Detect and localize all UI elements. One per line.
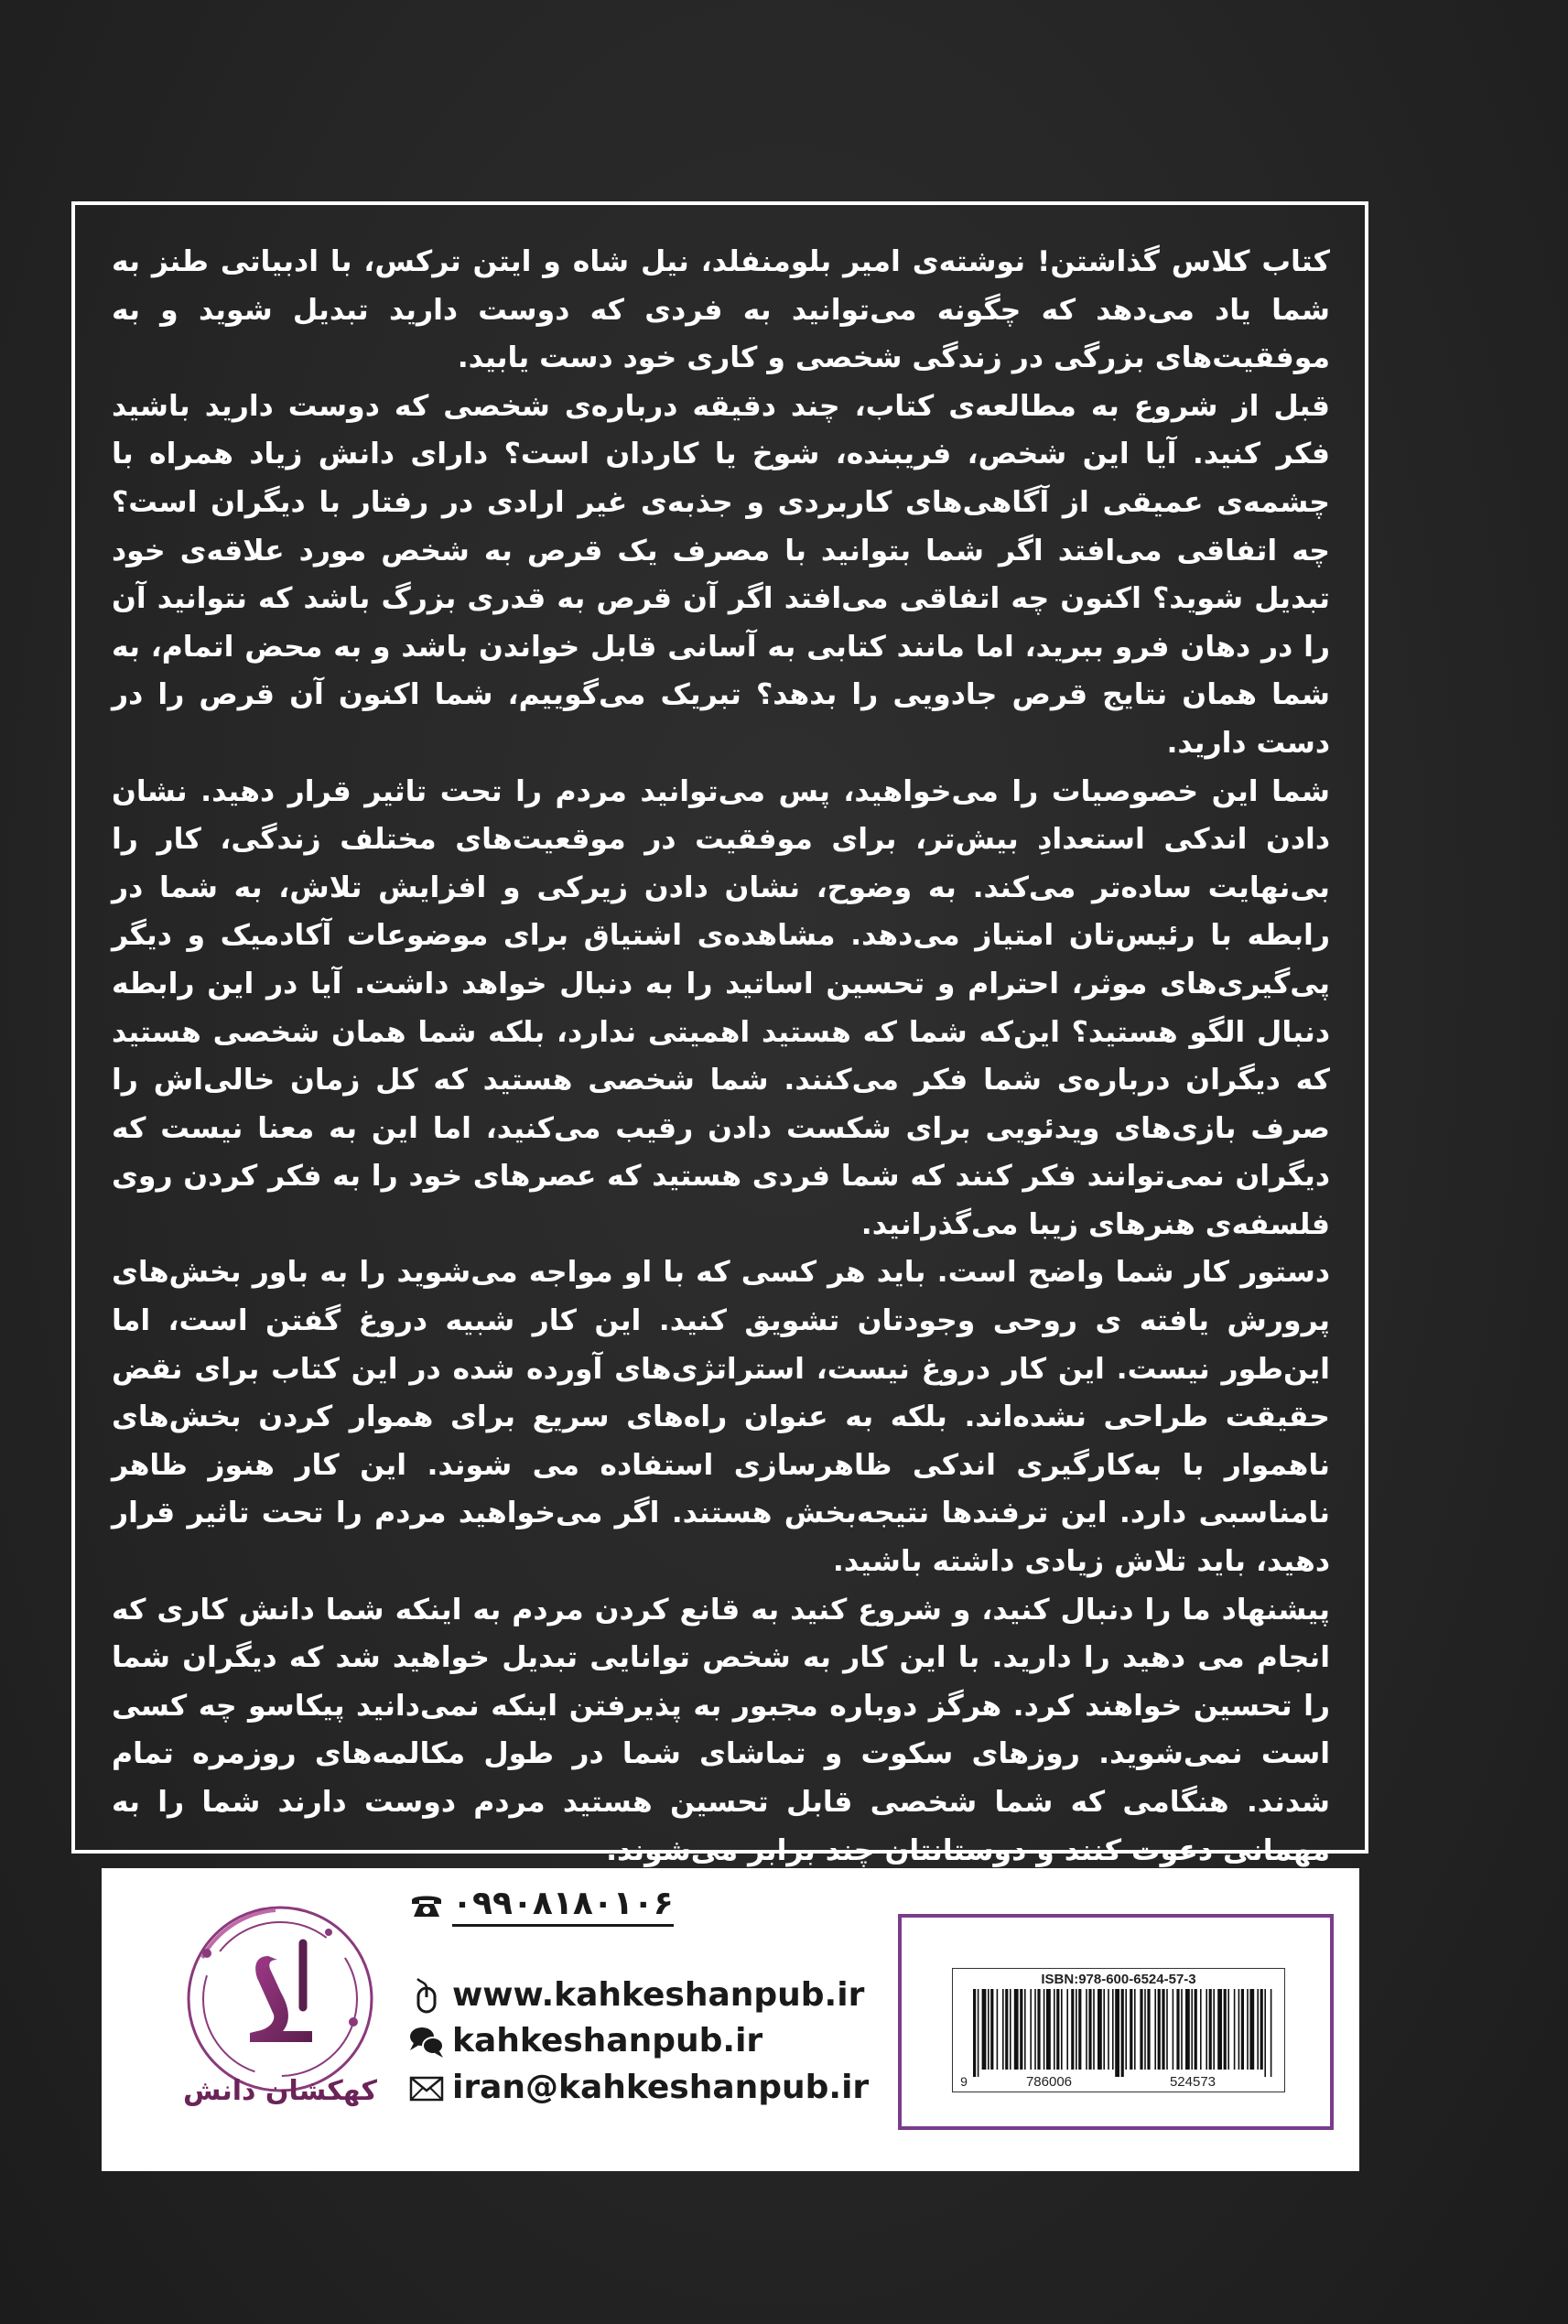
barcode-bar (1173, 1989, 1174, 2070)
barcode-bar (1200, 1989, 1202, 2070)
barcode-bar (1037, 1989, 1040, 2070)
barcode-bar (1271, 1989, 1272, 2077)
phone-number: ۰۹۹۰۸۱۸۰۱۰۶ (452, 1885, 674, 1927)
isbn-barcode (952, 1968, 1285, 2092)
barcode-bar (1227, 1989, 1229, 2070)
barcode-bar (1260, 1989, 1263, 2070)
barcode-bar (1093, 1989, 1095, 2070)
barcode-bars (973, 1989, 1271, 2077)
barcode-bar (1005, 1989, 1008, 2070)
barcode-graphic (953, 1969, 1284, 2092)
phone-contact (408, 1885, 674, 1927)
barcode-bar (1044, 1989, 1045, 2070)
barcode-bar (1209, 1989, 1212, 2070)
description-paragraph-1: کتاب کلاس گذاشتن! نوشته‌ی امیر بلومنفلد، نیل شاه و ایتن ترکس، با ادبیاتی طنز به شما یاد می‌دهد که چگونه می‌توانید به فردی که دوست دارید تبدیل شوید و به موفقیت‌های بزرگی در زندگی شخصی و کاری خود دست یابید. (112, 245, 1330, 375)
barcode-bar (1054, 1989, 1055, 2070)
description-paragraph-4: دستور کار شما واضح است. باید هر کسی که با او مواجه می‌شوید را به باور بخش‌های پرورش یافته ی روحی وجودتان تشویق کنید. این کار شبیه دروغ گفتن است، اما این‌طور نیست. این کار دروغ نیست، استراتژی‌های آورده شده در این کتاب برای نقض حقیقت طراحی نشده‌اند. بلکه به عنوان راه‌های سریع برای هموار کردن بخش‌های ناهموار با به‌کارگیری اندکی ظاهرسازی استفاده می شوند. این کار هنوز ظاهر نامناسبی دارد. این ترفندها نتیجه‌بخش هستند. اگر می‌خواهید مردم را تحت تاثیر قرار دهید، باید تلاش زیادی داشته باشید. (112, 1256, 1330, 1579)
barcode-bar (1257, 1989, 1259, 2070)
envelope-icon (408, 2070, 445, 2106)
website-contact (408, 1976, 864, 2014)
barcode-lead-digit: 9 (960, 2074, 968, 2089)
barcode-bar (1056, 1989, 1059, 2070)
barcode-bar (1264, 1989, 1266, 2077)
barcode-bar (1024, 1989, 1026, 2070)
publisher-logo (166, 1903, 395, 2141)
barcode-bar (1098, 1989, 1102, 2070)
description-paragraph-3: شما این خصوصیات را می‌خواهید، پس می‌توانید مردم را تحت تاثیر قرار دهید. نشان دادن اندکی استعدادِ بیش‌تر، برای موفقیت در موقعیت‌های مختلف زندگی، کار را بی‌نهایت ساده‌تر می‌کند. به وضوح، نشان دادن زیرکی و افزایش تلاش، به شما در رابطه با رئیس‌تان امتیاز می‌دهد. مشاهده‌ی اشتیاق برای موضوعات آکادمیک و دیگر پی‌گیری‌های موثر، احترام و تحسین اساتید را به دنبال خواهد داشت. آیا در این رابطه دنبال الگو هستید؟ این‌که شما که هستید اهمیتی ندارد، بلکه شما همان شخصی هستید که دیگران درباره‌ی شما فکر می‌کنند. شما شخصی هستید که کل زمان خالی‌اش را صرف بازی‌های ویدئویی برای شکست دادن رقیب می‌کنید، اما این به معنا نیست که دیگران نمی‌توانند فکر کنند که شما فردی هستید که عصرهای خود را به فکر کردن روی فلسفه‌ی هنرهای زیبا می‌گذرانید. (112, 774, 1330, 1241)
barcode-bar (1034, 1989, 1036, 2070)
barcode-bar (988, 1989, 989, 2070)
description-frame (71, 201, 1368, 1867)
barcode-bar (1071, 1989, 1074, 2070)
barcode-digits-left: 786006 (1025, 2074, 1073, 2090)
barcode-bar (1140, 1989, 1142, 2070)
email-address[interactable]: iran@kahkeshanpub.ir (452, 2069, 870, 2106)
barcode-bar (1046, 1989, 1051, 2070)
barcode-bar (1195, 1989, 1197, 2070)
description-paragraph-2: قبل از شروع به مطالعه‌ی کتاب، چند دقیقه درباره‌ی شخصی که دوست دارید باشید فکر کنید. آیا این شخص، فریبنده، شوخ یا کاردان است؟ دارای دانش زیاد همراه با چشمه‌ی عمیقی از آگاهی‌های کاربردی و جذبه‌ی غیر ارادی در رفتار با دیگران است؟ چه اتفاقی می‌افتد اگر شما بتوانید با مصرف یک قرص به شخص مورد علاقه‌ی خود تبدیل شوید؟ اکنون چه اتفاقی می‌افتد اگر آن قرص به قدری بزرگ باشد که نتوانید آن را در دهان فرو ببرید، اما مانند کتابی به آسانی قابل خواندن باشد و به محض اتمام، به شما همان نتایج قرص جادویی را بدهد؟ تبریک می‌گوییم، شما اکنون آن قرص را در دست دارید. (112, 389, 1330, 760)
barcode-bar (1158, 1989, 1161, 2070)
barcode-bar (1206, 1989, 1207, 2070)
barcode-bar (1224, 1989, 1227, 2070)
barcode-bar (982, 1989, 987, 2070)
barcode-bar (1014, 1989, 1019, 2070)
barcode-bar (1066, 1989, 1068, 2070)
barcode-bar (1086, 1989, 1087, 2070)
email-contact (408, 2069, 869, 2106)
barcode-bar (1078, 1989, 1081, 2070)
barcode-bar (1181, 1989, 1183, 2070)
publisher-logo-text: کهکشان دانش (183, 2075, 377, 2107)
publisher-info-panel (102, 1868, 1359, 2171)
barcode-bar (1162, 1989, 1164, 2070)
mouse-icon (408, 1977, 445, 2014)
barcode-bar (1030, 1989, 1032, 2070)
barcode-bar (1130, 1989, 1132, 2070)
barcode-bar (1061, 1989, 1063, 2070)
barcode-bar (1217, 1989, 1222, 2070)
barcode-bar (1191, 1989, 1193, 2070)
telephone-icon (408, 1887, 445, 1924)
social-handle[interactable]: kahkeshanpub.ir (452, 2022, 763, 2059)
barcode-bar (1121, 1989, 1124, 2077)
barcode-bar (1076, 1989, 1077, 2070)
barcode-bar (1144, 1989, 1146, 2070)
barcode-bar (1234, 1989, 1236, 2070)
social-contact (408, 2022, 762, 2059)
barcode-bar (1249, 1989, 1254, 2070)
barcode-bar (1115, 1989, 1119, 2077)
barcode-bar (1010, 1989, 1011, 2070)
barcode-digits-right: 524573 (1169, 2074, 1217, 2090)
barcode-bar (973, 1989, 976, 2077)
barcode-bar (1002, 1989, 1004, 2070)
website-link[interactable]: www.kahkeshanpub.ir (452, 1976, 865, 2014)
barcode-bar (978, 1989, 979, 2077)
barcode-bar (1154, 1989, 1156, 2070)
barcode-bar (1112, 1989, 1114, 2070)
barcode-bar (1134, 1989, 1136, 2070)
barcode-frame (898, 1914, 1334, 2130)
barcode-bar (1103, 1989, 1105, 2070)
barcode-bar (1108, 1989, 1109, 2070)
barcode-bar (1088, 1989, 1091, 2070)
barcode-bar (1213, 1989, 1215, 2070)
barcode-bar (1125, 1989, 1127, 2070)
barcode-bar (1241, 1989, 1244, 2070)
barcode-bar (1185, 1989, 1190, 2070)
chat-bubbles-icon (408, 2023, 445, 2059)
barcode-bar (1176, 1989, 1179, 2070)
barcode-bar (1166, 1989, 1168, 2070)
barcode-bar (997, 1989, 999, 2070)
barcode-bar (1020, 1989, 1022, 2070)
barcode-bar (1247, 1989, 1249, 2070)
barcode-bar (1238, 1989, 1240, 2070)
barcode-bar (990, 1989, 993, 2070)
isbn-label: ISBN:978-600-6524-57-3 (1041, 1972, 1196, 1987)
description-paragraph-5: پیشنهاد ما را دنبال کنید، و شروع کنید به قانع کردن مردم به اینکه شما دانش کاری که انجام می دهید را دارید. با این کار به شخص توانایی تبدیل خواهید شد که دیگران شما را تحسین خواهند کرد. هرگز دوباره مجبور به پذیرفتن اینکه نمی‌دانید پیکاسو چه کسی است نمی‌شوید. روزهای سکوت و تماشای شما در طول مکالمه‌های روزمره تمام شدند. هنگامی که شما شخصی قابل تحسین هستید مردم دوست دارند شما را به مهمانی دعوت کنند و دوستانتان چند برابر می‌شوند. (112, 1593, 1330, 1867)
barcode-bar (1147, 1989, 1150, 2070)
